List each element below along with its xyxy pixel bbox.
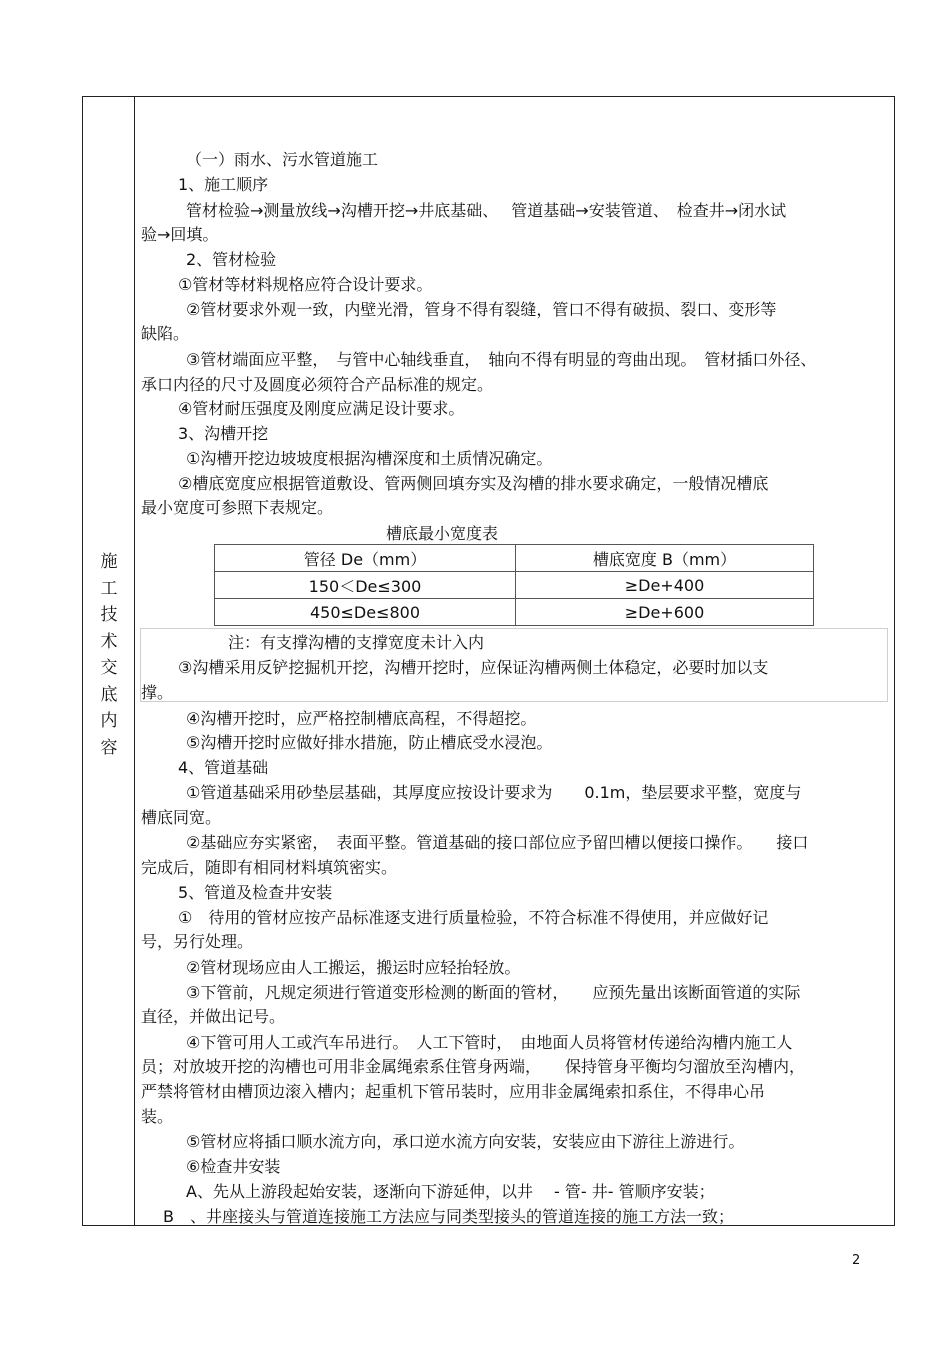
text-line: ⑤管材应将插口顺水流方向，承口逆水流方向安装，安装应由下游往上游进行。 <box>186 1132 745 1151</box>
text-line: ②基础应夯实紧密， 表面平整。管道基础的接口部位应予留凹槽以便接口操作。 接口 <box>186 833 809 852</box>
section-label-char: 术 <box>100 631 118 652</box>
text-line: （一）雨水、污水管道施工 <box>186 150 379 169</box>
table-header-cell: 管径 De（mm） <box>215 545 516 572</box>
table-header-row <box>215 545 814 572</box>
text-line: 承口内径的尺寸及圆度必须符合产品标准的规定。 <box>141 375 494 394</box>
table-row <box>215 599 814 626</box>
text-line: ①管材等材料规格应符合设计要求。 <box>178 275 433 294</box>
text-line: ①管道基础采用砂垫层基础，其厚度应按设计要求为 0.1m，垫层要求平整，宽度与 <box>186 783 802 802</box>
text-line: 号，另行处理。 <box>141 932 254 951</box>
text-line: 4、管道基础 <box>178 758 269 777</box>
text-line: ①沟槽开挖边坡坡度根据沟槽深度和土质情况确定。 <box>186 449 553 468</box>
text-line: 1、施工顺序 <box>178 175 269 194</box>
text-line: ⑥检查井安装 <box>186 1157 281 1176</box>
text-line: ②管材现场应由人工搬运，搬运时应轻抬轻放。 <box>186 958 521 977</box>
text-line: ③管材端面应平整， 与管中心轴线垂直， 轴向不得有明显的弯曲出现。 管材插口外径、 <box>186 350 817 369</box>
text-line: 槽底同宽。 <box>141 808 222 827</box>
text-line: 缺陷。 <box>141 324 190 343</box>
table-cell: 450≤De≤800 <box>215 599 516 626</box>
text-line: ④下管可用人工或汽车吊进行。 人工下管时， 由地面人员将管材传递给沟槽内施工人 <box>186 1033 793 1052</box>
table-cell: ≥De+600 <box>516 599 814 626</box>
text-line: 完成后，随即有相同材料填筑密实。 <box>141 858 398 877</box>
section-label-char: 底 <box>100 684 118 705</box>
text-line: ②槽底宽度应根据管道敷设、管两侧回填夯实及沟槽的排水要求确定，一般情况槽底 <box>178 474 769 493</box>
section-label-char: 技 <box>100 605 118 625</box>
section-label-char: 施 <box>100 552 118 572</box>
table-caption: 槽底最小宽度表 <box>386 524 499 543</box>
text-line: ④沟槽开挖时，应严格控制槽底高程，不得超挖。 <box>186 709 537 728</box>
text-line: A、先从上游段起始安装，逐渐向下游延伸，以井 - 管- 井- 管顺序安装； <box>186 1182 715 1201</box>
table-header-cell: 槽底宽度 B（mm） <box>516 545 814 572</box>
section-label <box>91 549 127 761</box>
text-line: 2、管材检验 <box>186 250 277 269</box>
text-line: 验→回填。 <box>141 225 219 244</box>
section-label-char: 交 <box>100 658 118 678</box>
table-cell: ≥De+400 <box>516 572 814 599</box>
section-label-char: 内 <box>100 711 118 731</box>
text-line: B 、井座接头与管道连接施工方法应与同类型接头的管道连接的施工方法一致； <box>163 1207 734 1226</box>
text-line: 装。 <box>141 1107 174 1126</box>
text-line: 直径，并做出记号。 <box>141 1007 286 1026</box>
section-label-char: 容 <box>100 737 118 758</box>
text-line: ③下管前，凡规定须进行管道变形检测的断面的管材， 应预先量出该断面管道的实际 <box>186 983 801 1002</box>
text-line: 严禁将管材由槽顶边滚入槽内；起重机下管吊装时，应用非金属绳索扣系住，不得串心吊 <box>141 1082 766 1101</box>
text-line: 5、管道及检查井安装 <box>178 883 333 902</box>
trench-width-table <box>214 544 814 626</box>
page-number: 2 <box>852 1253 861 1268</box>
text-line: 最小宽度可参照下表规定。 <box>141 498 334 517</box>
text-line: 管材检验→测量放线→沟槽开挖→井底基础、 管道基础→安装管道、 检查井→闭水试 <box>186 201 787 220</box>
text-line: ②管材要求外观一致，内壁光滑，管身不得有裂缝，管口不得有破损、裂口、变形等 <box>186 300 777 319</box>
text-line: ④管材耐压强度及刚度应满足设计要求。 <box>178 399 465 418</box>
text-line: 员；对放坡开挖的沟槽也可用非金属绳索系住管身两端， 保持管身平衡均匀溜放至沟槽内， <box>141 1057 806 1076</box>
text-line: 撑。 <box>141 683 174 702</box>
text-line: ① 待用的管材应按产品标准逐支进行质量检验，不符合标准不得使用，并应做好记 <box>178 908 769 927</box>
text-line: 注：有支撑沟槽的支撑宽度未计入内 <box>228 633 485 652</box>
text-line: 3、沟槽开挖 <box>178 424 269 443</box>
text-line: ⑤沟槽开挖时应做好排水措施，防止槽底受水浸泡。 <box>186 733 553 752</box>
table-row <box>215 572 814 599</box>
text-line: ③沟槽采用反铲挖掘机开挖，沟槽开挖时，应保证沟槽两侧土体稳定，必要时加以支 <box>178 658 769 677</box>
table-cell: 150＜De≤300 <box>215 572 516 599</box>
section-label-char: 工 <box>100 578 118 599</box>
